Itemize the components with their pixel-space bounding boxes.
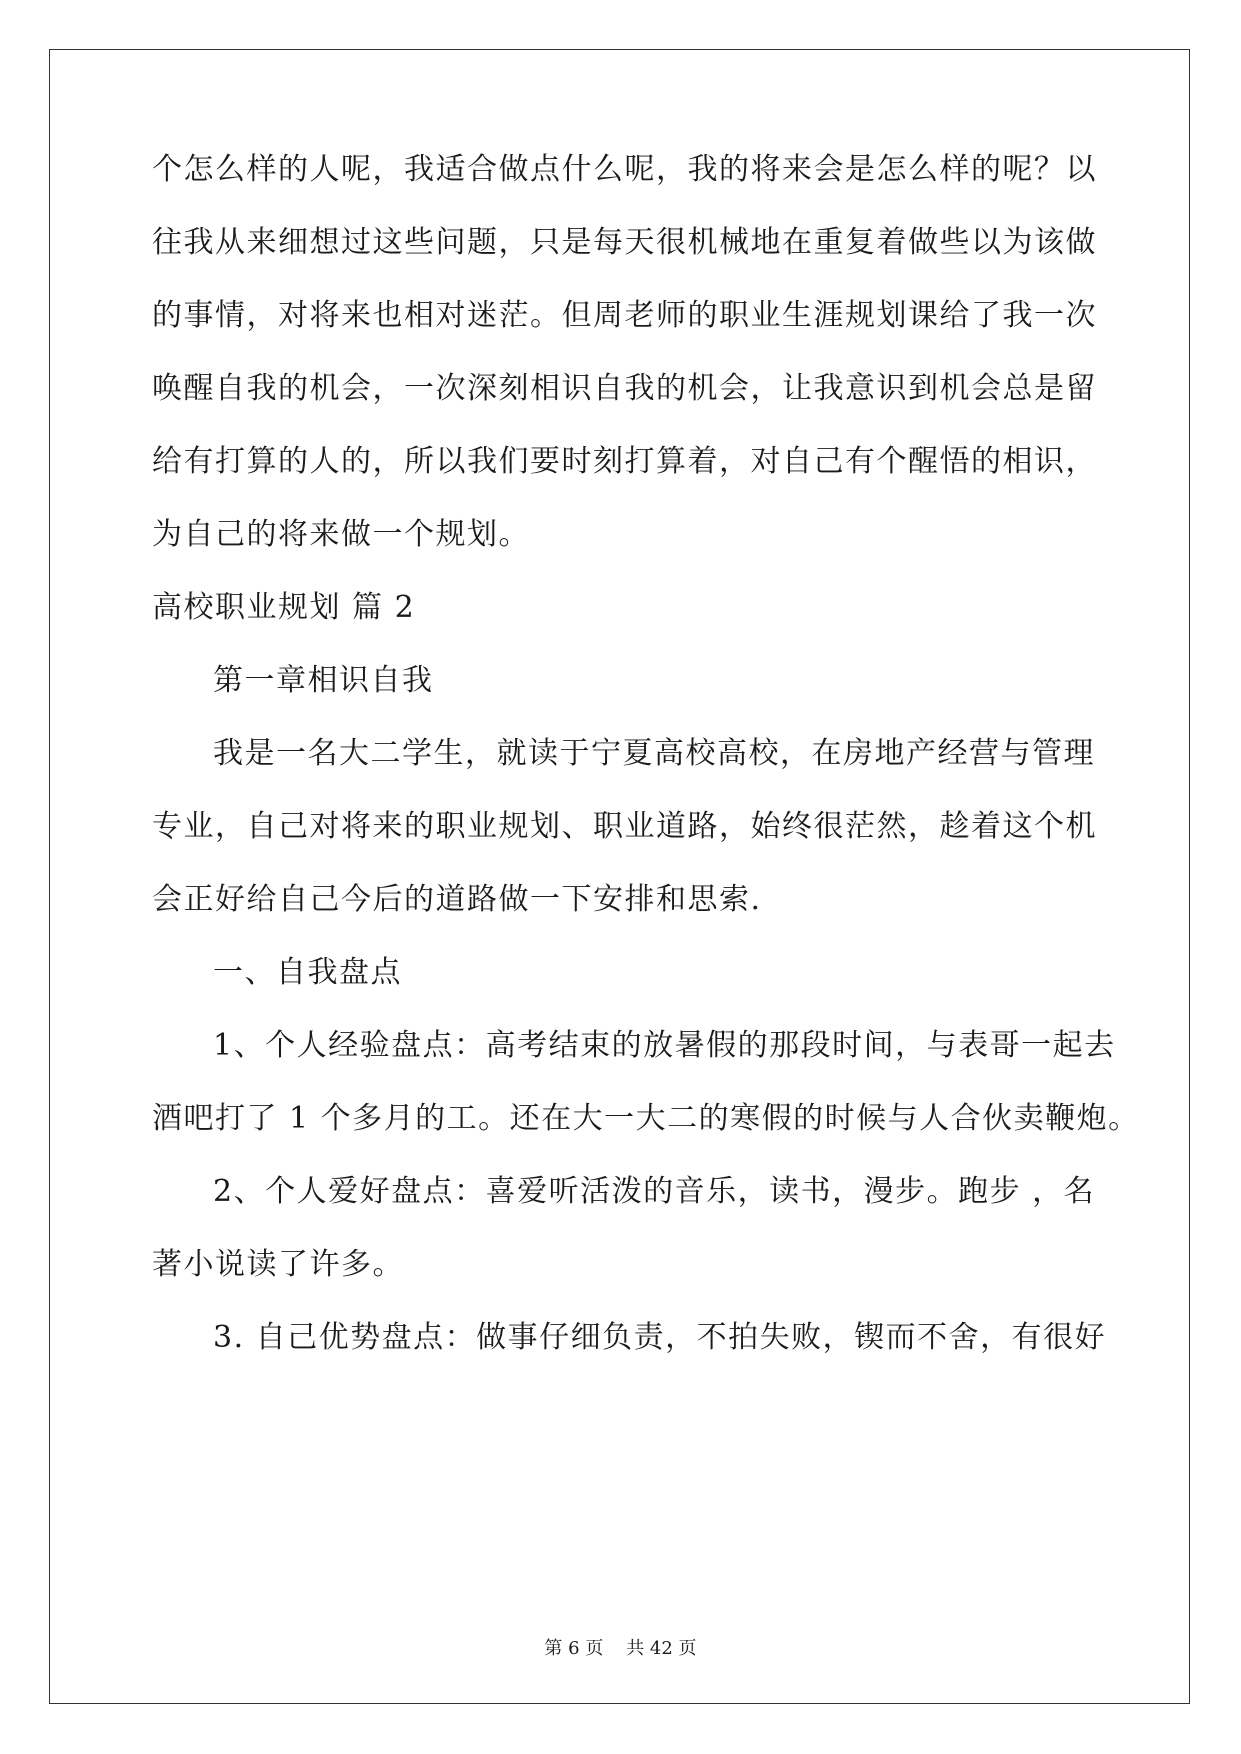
body-text-line: 1、个人经验盘点：高考结束的放暑假的那段时间，与表哥一起去 [213, 1028, 1116, 1063]
body-text-line: 我是一名大二学生，就读于宁夏高校高校，在房地产经营与管理 [213, 736, 1095, 771]
body-text-line: 3. 自己优势盘点：做事仔细负责，不拍失败，锲而不舍，有很好 [213, 1320, 1107, 1355]
chapter-heading: 第一章相识自我 [213, 663, 434, 698]
body-text-line: 往我从来细想过这些问题，只是每天很机械地在重复着做些以为该做 [152, 225, 1097, 260]
page-number-footer: 第 6 页 共 42 页 [544, 1638, 697, 1659]
section-heading: 高校职业规划 篇 2 [152, 590, 416, 625]
body-text-line: 给有打算的人的，所以我们要时刻打算着，对自己有个醒悟的相识， [152, 444, 1097, 479]
body-text-line: 专业，自己对将来的职业规划、职业道路，始终很茫然，趁着这个机 [152, 809, 1097, 844]
body-text-line: 著小说读了许多。 [152, 1247, 404, 1282]
subsection-heading: 一、自我盘点 [213, 955, 402, 990]
body-text-line: 为自己的将来做一个规划。 [152, 517, 530, 552]
body-text-line: 的事情，对将来也相对迷茫。但周老师的职业生涯规划课给了我一次 [152, 298, 1097, 333]
body-text-line: 酒吧打了 1 个多月的工。还在大一大二的寒假的时候与人合伙卖鞭炮。 [152, 1101, 1140, 1136]
body-text-line: 唤醒自我的机会，一次深刻相识自我的机会，让我意识到机会总是留 [152, 371, 1097, 406]
body-text-line: 会正好给自己今后的道路做一下安排和思索. [152, 882, 762, 917]
body-text-line: 2、个人爱好盘点：喜爱听活泼的音乐，读书，漫步。跑步 ，名 [213, 1174, 1096, 1209]
body-text-line: 个怎么样的人呢，我适合做点什么呢，我的将来会是怎么样的呢？以 [152, 152, 1097, 187]
